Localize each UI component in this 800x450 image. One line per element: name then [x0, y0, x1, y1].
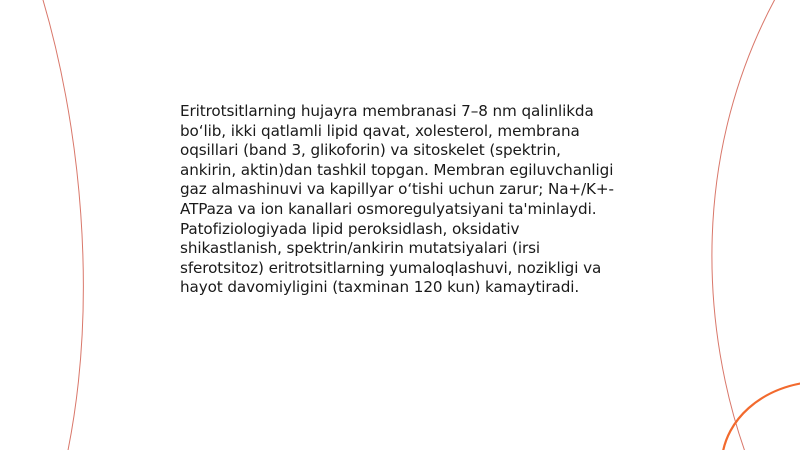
- right-thin-arc: [712, 0, 780, 450]
- body-paragraph: Eritrotsitlarning hujayra membranasi 7–8 nm qalinlikda bo‘lib, ikki qatlamli lipid qavat, xolesterol, membrana oqsillari (band 3, glikoforin) va sitoskelet (spektrin, ankirin, aktin)dan tashkil topgan. Membran egiluvchanligi gaz almashinuvi va kapillyar o‘tishi uchun zarur; Na+/K+-ATPaza va ion kanallari osmoregulyatsiyani ta'minlaydi. Patofiziologiyada lipid peroksidlash, oksidativ shikastlanish, spektrin/ankirin mutatsiyalari (irsi sferotsitoz) eritrotsitlarning yumaloqlashuvi, nozikligi va hayot davomiyligini (taxminan 120 kun) kamaytiradi.: [180, 102, 614, 297]
- left-thin-arc: [40, 0, 83, 450]
